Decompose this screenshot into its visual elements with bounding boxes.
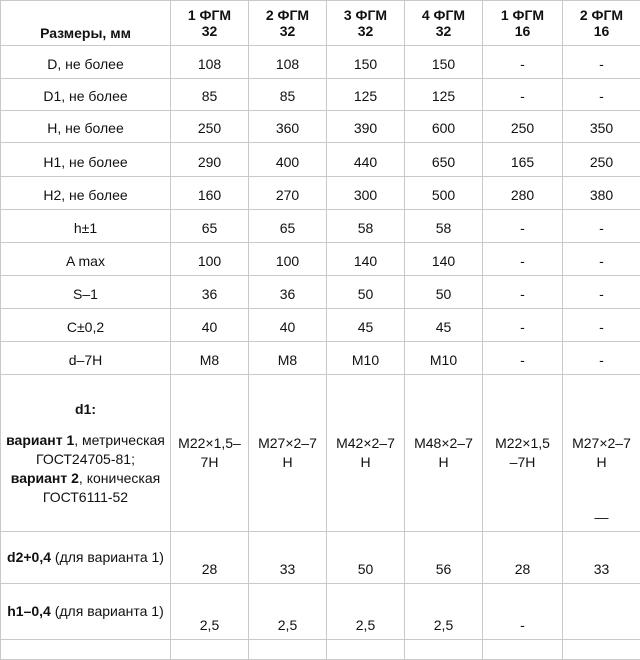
table-cell: 250 — [563, 143, 640, 177]
table-row — [1, 177, 640, 210]
d1-cell: M27×2–7 H — — [563, 375, 640, 532]
table-cell: 45 — [327, 309, 405, 342]
header-col-1: 1 ФГМ 32 — [171, 1, 249, 46]
table-cell: 350 — [563, 111, 640, 143]
table-cell: 150 — [327, 46, 405, 79]
variant2-desc: , коническая ГОСТ6111-52 — [43, 470, 160, 505]
table-cell: 250 — [171, 111, 249, 143]
table-cell: - — [483, 309, 563, 342]
table-cell: 360 — [249, 111, 327, 143]
empty-cell — [1, 640, 171, 660]
table-row — [1, 276, 640, 309]
d1-cell: M27×2–7 H — [249, 375, 327, 532]
table-cell: 108 — [171, 46, 249, 79]
row-label: A max — [1, 243, 171, 276]
table-cell: 33 — [563, 532, 640, 584]
extra-dash: — — [563, 508, 640, 527]
empty-cell — [563, 640, 640, 660]
table-cell: 650 — [405, 143, 483, 177]
table-cell: 40 — [249, 309, 327, 342]
table-cell — [563, 584, 640, 640]
row-label: C±0,2 — [1, 309, 171, 342]
header-label: Размеры, мм — [1, 1, 171, 46]
row-label: D, не более — [1, 46, 171, 79]
table-cell: 36 — [171, 276, 249, 309]
h1-label: h1–0,4 (для варианта 1) — [1, 584, 171, 640]
table-cell: - — [483, 79, 563, 111]
table-cell: - — [483, 276, 563, 309]
table-cell: 58 — [327, 210, 405, 243]
table-cell: M10 — [405, 342, 483, 375]
table-cell: M8 — [171, 342, 249, 375]
table-cell: 28 — [171, 532, 249, 584]
header-row — [1, 1, 640, 46]
row-label: h±1 — [1, 210, 171, 243]
table-cell: - — [563, 79, 640, 111]
table-cell: - — [563, 276, 640, 309]
table-cell: 2,5 — [171, 584, 249, 640]
empty-cell — [249, 640, 327, 660]
row-label: H1, не более — [1, 143, 171, 177]
table-row — [1, 46, 640, 79]
table-cell: - — [563, 243, 640, 276]
d1-title: d1: — [1, 400, 170, 419]
d1-cell: M22×1,5– 7H — [171, 375, 249, 532]
d1-cell: M42×2–7 H — [327, 375, 405, 532]
table-cell: 85 — [171, 79, 249, 111]
h1-row — [1, 584, 640, 640]
table-cell: 125 — [327, 79, 405, 111]
d1-cell: M48×2–7 H — [405, 375, 483, 532]
table-cell: 160 — [171, 177, 249, 210]
empty-cell — [171, 640, 249, 660]
table-cell: 56 — [405, 532, 483, 584]
table-cell: 36 — [249, 276, 327, 309]
table-cell: 380 — [563, 177, 640, 210]
table-cell: - — [483, 342, 563, 375]
table-cell: 140 — [327, 243, 405, 276]
table-cell: M8 — [249, 342, 327, 375]
table-row — [1, 210, 640, 243]
table-cell: 390 — [327, 111, 405, 143]
table-cell: 28 — [483, 532, 563, 584]
table-row — [1, 143, 640, 177]
d2-label: d2+0,4 (для варианта 1) — [1, 532, 171, 584]
table-cell: 50 — [327, 276, 405, 309]
table-cell: 45 — [405, 309, 483, 342]
row-label: S–1 — [1, 276, 171, 309]
table-cell: - — [563, 309, 640, 342]
table-cell: 280 — [483, 177, 563, 210]
table-cell: - — [483, 46, 563, 79]
table-cell: 40 — [171, 309, 249, 342]
table-cell: 270 — [249, 177, 327, 210]
table-cell: 65 — [171, 210, 249, 243]
header-col-6: 2 ФГМ 16 — [563, 1, 640, 46]
table-row — [1, 243, 640, 276]
table-cell: 150 — [405, 46, 483, 79]
variant1-desc: , метрическая ГОСТ24705-81; — [36, 432, 165, 467]
table-row — [1, 309, 640, 342]
table-cell: 600 — [405, 111, 483, 143]
table-cell: 440 — [327, 143, 405, 177]
table-cell: 140 — [405, 243, 483, 276]
table-cell: 58 — [405, 210, 483, 243]
d1-cell: M22×1,5 –7H — [483, 375, 563, 532]
table-cell: 85 — [249, 79, 327, 111]
empty-cell — [483, 640, 563, 660]
table-cell: 125 — [405, 79, 483, 111]
table-cell: - — [563, 210, 640, 243]
table-row — [1, 111, 640, 143]
d1-row — [1, 375, 640, 532]
table-cell: 33 — [249, 532, 327, 584]
variant1-title: вариант 1 — [6, 432, 74, 448]
table-cell: 2,5 — [405, 584, 483, 640]
table-cell: - — [563, 342, 640, 375]
table-cell: 400 — [249, 143, 327, 177]
table-cell: 300 — [327, 177, 405, 210]
d2-row — [1, 532, 640, 584]
empty-cell — [405, 640, 483, 660]
table-cell: 100 — [249, 243, 327, 276]
table-cell: 165 — [483, 143, 563, 177]
empty-row — [1, 640, 640, 660]
row-label: H2, не более — [1, 177, 171, 210]
table-cell: 50 — [405, 276, 483, 309]
table-cell: - — [483, 584, 563, 640]
table-cell: M10 — [327, 342, 405, 375]
variant2-title: вариант 2 — [11, 470, 79, 486]
table-cell: 2,5 — [327, 584, 405, 640]
table-cell: 65 — [249, 210, 327, 243]
table-cell: - — [483, 243, 563, 276]
table-cell: 250 — [483, 111, 563, 143]
table-row — [1, 79, 640, 111]
table-cell: 500 — [405, 177, 483, 210]
empty-cell — [327, 640, 405, 660]
table-cell: 108 — [249, 46, 327, 79]
table-cell: - — [483, 210, 563, 243]
table-cell: 2,5 — [249, 584, 327, 640]
header-col-3: 3 ФГМ 32 — [327, 1, 405, 46]
table-cell: - — [563, 46, 640, 79]
header-col-2: 2 ФГМ 32 — [249, 1, 327, 46]
row-label: H, не более — [1, 111, 171, 143]
row-label: D1, не более — [1, 79, 171, 111]
table-cell: 290 — [171, 143, 249, 177]
table-row — [1, 342, 640, 375]
d1-label — [1, 375, 171, 532]
table-cell: 100 — [171, 243, 249, 276]
table-cell: 50 — [327, 532, 405, 584]
header-col-4: 4 ФГМ 32 — [405, 1, 483, 46]
header-col-5: 1 ФГМ 16 — [483, 1, 563, 46]
row-label: d–7H — [1, 342, 171, 375]
